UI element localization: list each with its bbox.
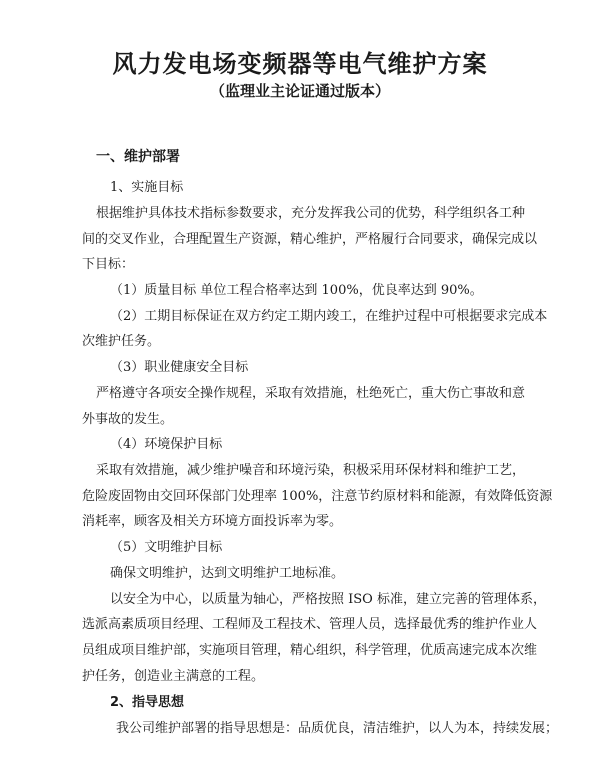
document-subtitle: （监理业主论证通过版本）	[209, 82, 390, 100]
paragraph-line: 外事故的发生。	[82, 412, 174, 427]
paragraph-line: 以安全为中心，以质量为轴心，严格按照 ISO 标准，建立完善的管理体系，	[110, 592, 546, 607]
paragraph-line: 危险废固物由交回环保部门处理率 100%，注意节约原材料和能源，有效降低资源	[82, 489, 553, 504]
subsection-heading: 1、实施目标	[110, 180, 184, 195]
paragraph-line: 采取有效措施，减少维护噪音和环境污染，积极采用环保材料和维护工艺，	[96, 463, 526, 478]
paragraph-line: （2）工期目标保证在双方约定工期内竣工，在维护过程中可根据要求完成本	[110, 309, 548, 324]
paragraph-line: 确保文明维护，达到文明维护工地标准。	[110, 566, 345, 581]
subsection-heading: 2、指导思想	[110, 695, 185, 710]
paragraph-line: 下目标：	[82, 257, 135, 272]
paragraph-line: 我公司维护部署的指导思想是：品质优良，清洁维护，以人为本，持续发展；	[116, 721, 559, 736]
subsection-heading: （4）环境保护目标	[110, 437, 223, 452]
paragraph-line: 护任务，创造业主满意的工程。	[82, 669, 265, 684]
paragraph-line: 次维护任务。	[82, 334, 161, 349]
subsection-heading: （5）文明维护目标	[110, 540, 223, 555]
paragraph-line: 选派高素质项目经理、工程师及工程技术、管理人员，选择最优秀的维护作业人	[82, 617, 538, 632]
paragraph-line: 消耗率，顾客及相关方环境方面投诉率为零。	[82, 514, 343, 529]
paragraph-line: 严格遵守各项安全操作规程，采取有效措施，杜绝死亡，重大伤亡事故和意	[96, 386, 526, 401]
subsection-heading: （3）职业健康安全目标	[110, 360, 249, 375]
document-title: 风力发电场变频器等电气维护方案	[112, 49, 488, 78]
paragraph-line: 根据维护具体技术指标参数要求，充分发挥我公司的优势，科学组织各工种	[96, 206, 526, 221]
paragraph-line: 间的交叉作业，合理配置生产资源，精心维护，严格履行合同要求，确保完成以	[82, 232, 538, 247]
paragraph-line: （1）质量目标 单位工程合格率达到 100%，优良率达到 90%。	[110, 283, 483, 298]
paragraph-line: 员组成项目维护部，实施项目管理，精心组织，科学管理，优质高速完成本次维	[82, 643, 538, 658]
section-heading: 一、维护部署	[96, 149, 180, 165]
